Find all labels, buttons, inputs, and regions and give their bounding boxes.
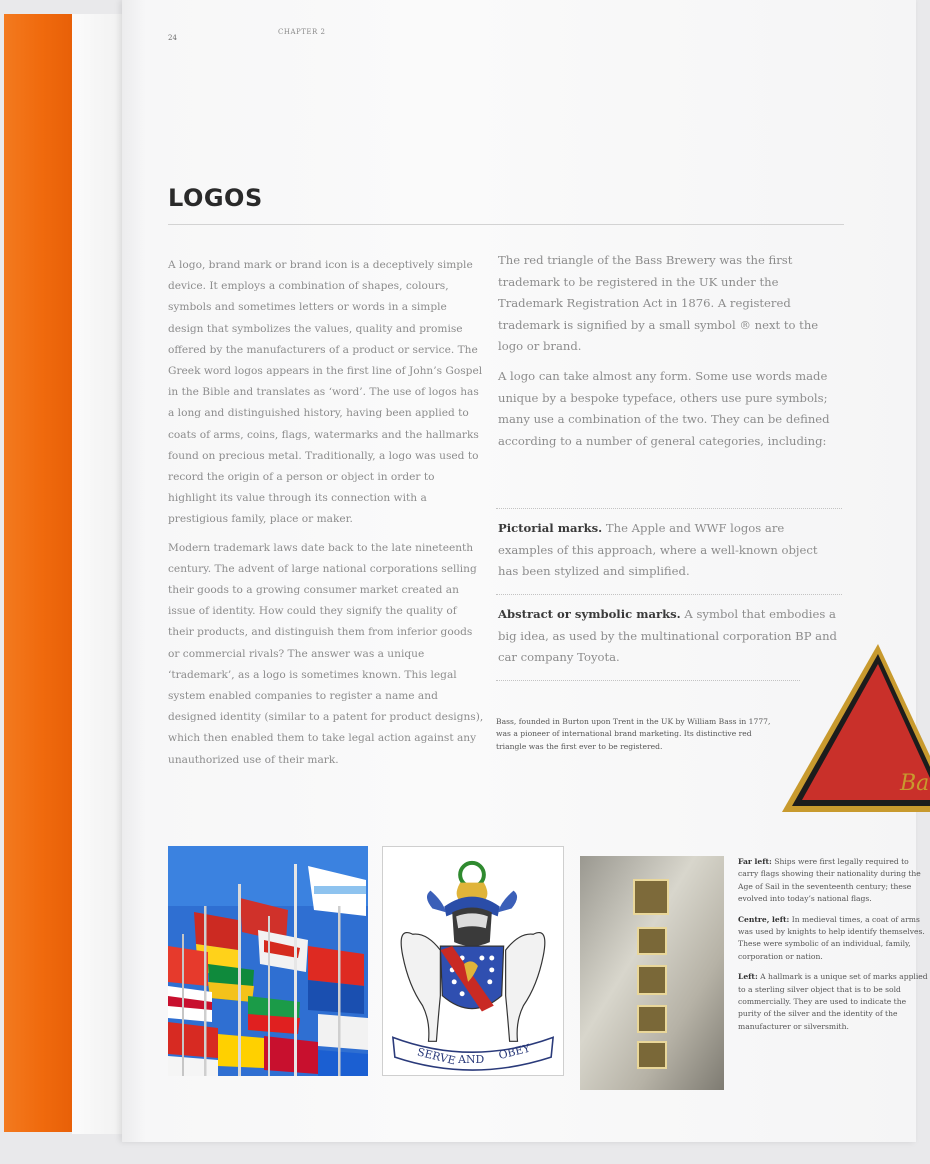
flags-photo (168, 846, 368, 1076)
caption-text: A hallmark is a unique set of marks applied to a sterling silver object that is to be sold commercially. They are used to indicate the purity of the silver and the identity of the manufacturer or silversmith. (738, 972, 928, 1031)
paragraph: A logo, brand mark or brand icon is a deceptively simple device. It employs a combination of shapes, colours, symbols and sometimes letters or words in a simple design that symbolizes the values, quality and promise offered by the manufacturers of a product or service. The Greek word logos appears in the first line of John’s Gospel in the Bible and translates as ‘word’. The use of logos has a long and distinguished history, having been applied to coats of arms, coins, flags, watermarks and the hallmarks found on precious metal. Traditionally, a logo was used to record the origin of a person or object in order to highlight its value through its connection with a prestigious family, place or maker. (168, 259, 483, 526)
chapter-header: CHAPTER 2 (278, 28, 326, 36)
bass-triangle-logo (780, 640, 930, 820)
category-pictorial (498, 518, 838, 583)
paragraph: Modern trademark laws date back to the late nineteenth century. The advent of large national corporations selling their goods to a growing consumer market created an issue of identity. How could they signify the quality of their products, and distinguish them from inferior goods or commercial rivals? The answer was a unique ‘trademark’, as a logo is sometimes known. This legal system enabled companies to register a name and designed identity (similar to a patent for product designs), which then enabled them to take legal action against any unauthorized use of their mark. (168, 541, 484, 766)
caption-label: Centre, left: (738, 914, 790, 924)
paragraph: A logo can take almost any form. Some use words made unique by a bespoke typeface, others use pure symbols; many use a combination of the two. They can be defined according to a number of general categories, including: (498, 368, 830, 448)
caption-label: Left: (738, 972, 758, 982)
left-column (168, 255, 484, 778)
paragraph: The red triangle of the Bass Brewery was the first trademark to be registered in the UK under the Trademark Registration Act in 1876. A registered trademark is signified by a small symbol ® next to the logo or brand. (498, 253, 819, 354)
coat-of-arms-image (382, 846, 564, 1076)
page-title: LOGOS (168, 184, 263, 212)
motto-word: AND (458, 1053, 485, 1067)
book-page (122, 0, 930, 1142)
title-rule (168, 224, 844, 225)
book-spine (4, 14, 72, 1132)
caption-label: Far left: (738, 857, 772, 866)
divider (496, 594, 842, 595)
caption-left (738, 971, 928, 1033)
image-captions (738, 856, 928, 1041)
caption-far-left (738, 856, 928, 906)
svg-text:Ba: Ba (900, 771, 930, 796)
page-edge (72, 14, 128, 1134)
caption-text: Ships were first legally required to carry flags showing their nationality during the Age of Sail in the seventeenth century; these evolved into today’s national flags. (738, 857, 921, 904)
page-number: 24 (168, 34, 177, 42)
category-text: A symbol that embodies a big idea, as used by the multinational corporation BP and car company Toyota. (498, 607, 837, 665)
divider (496, 508, 842, 509)
motto-word: OBEY (497, 1041, 532, 1063)
hallmark-photo (580, 856, 724, 1090)
divider (496, 680, 800, 681)
category-term: Pictorial marks. (498, 521, 603, 535)
right-column (498, 250, 838, 460)
category-term: Abstract or symbolic marks. (498, 607, 681, 621)
motto-word: SERVE (415, 1045, 457, 1068)
category-text: The Apple and WWF logos are examples of this approach, where a well-known object has been stylized and simplified. (498, 521, 818, 579)
caption-text: In medieval times, a coat of arms was used by knights to help identify themselves. These were symbolic of an individual, family, corporation or nation. (738, 914, 925, 961)
caption-centre-left (738, 914, 928, 964)
bass-caption: Bass, founded in Burton upon Trent in the UK by William Bass in 1777, was a pioneer of international brand marketing. Its distinctive red triangle was the first ever to be registered. (496, 717, 771, 751)
